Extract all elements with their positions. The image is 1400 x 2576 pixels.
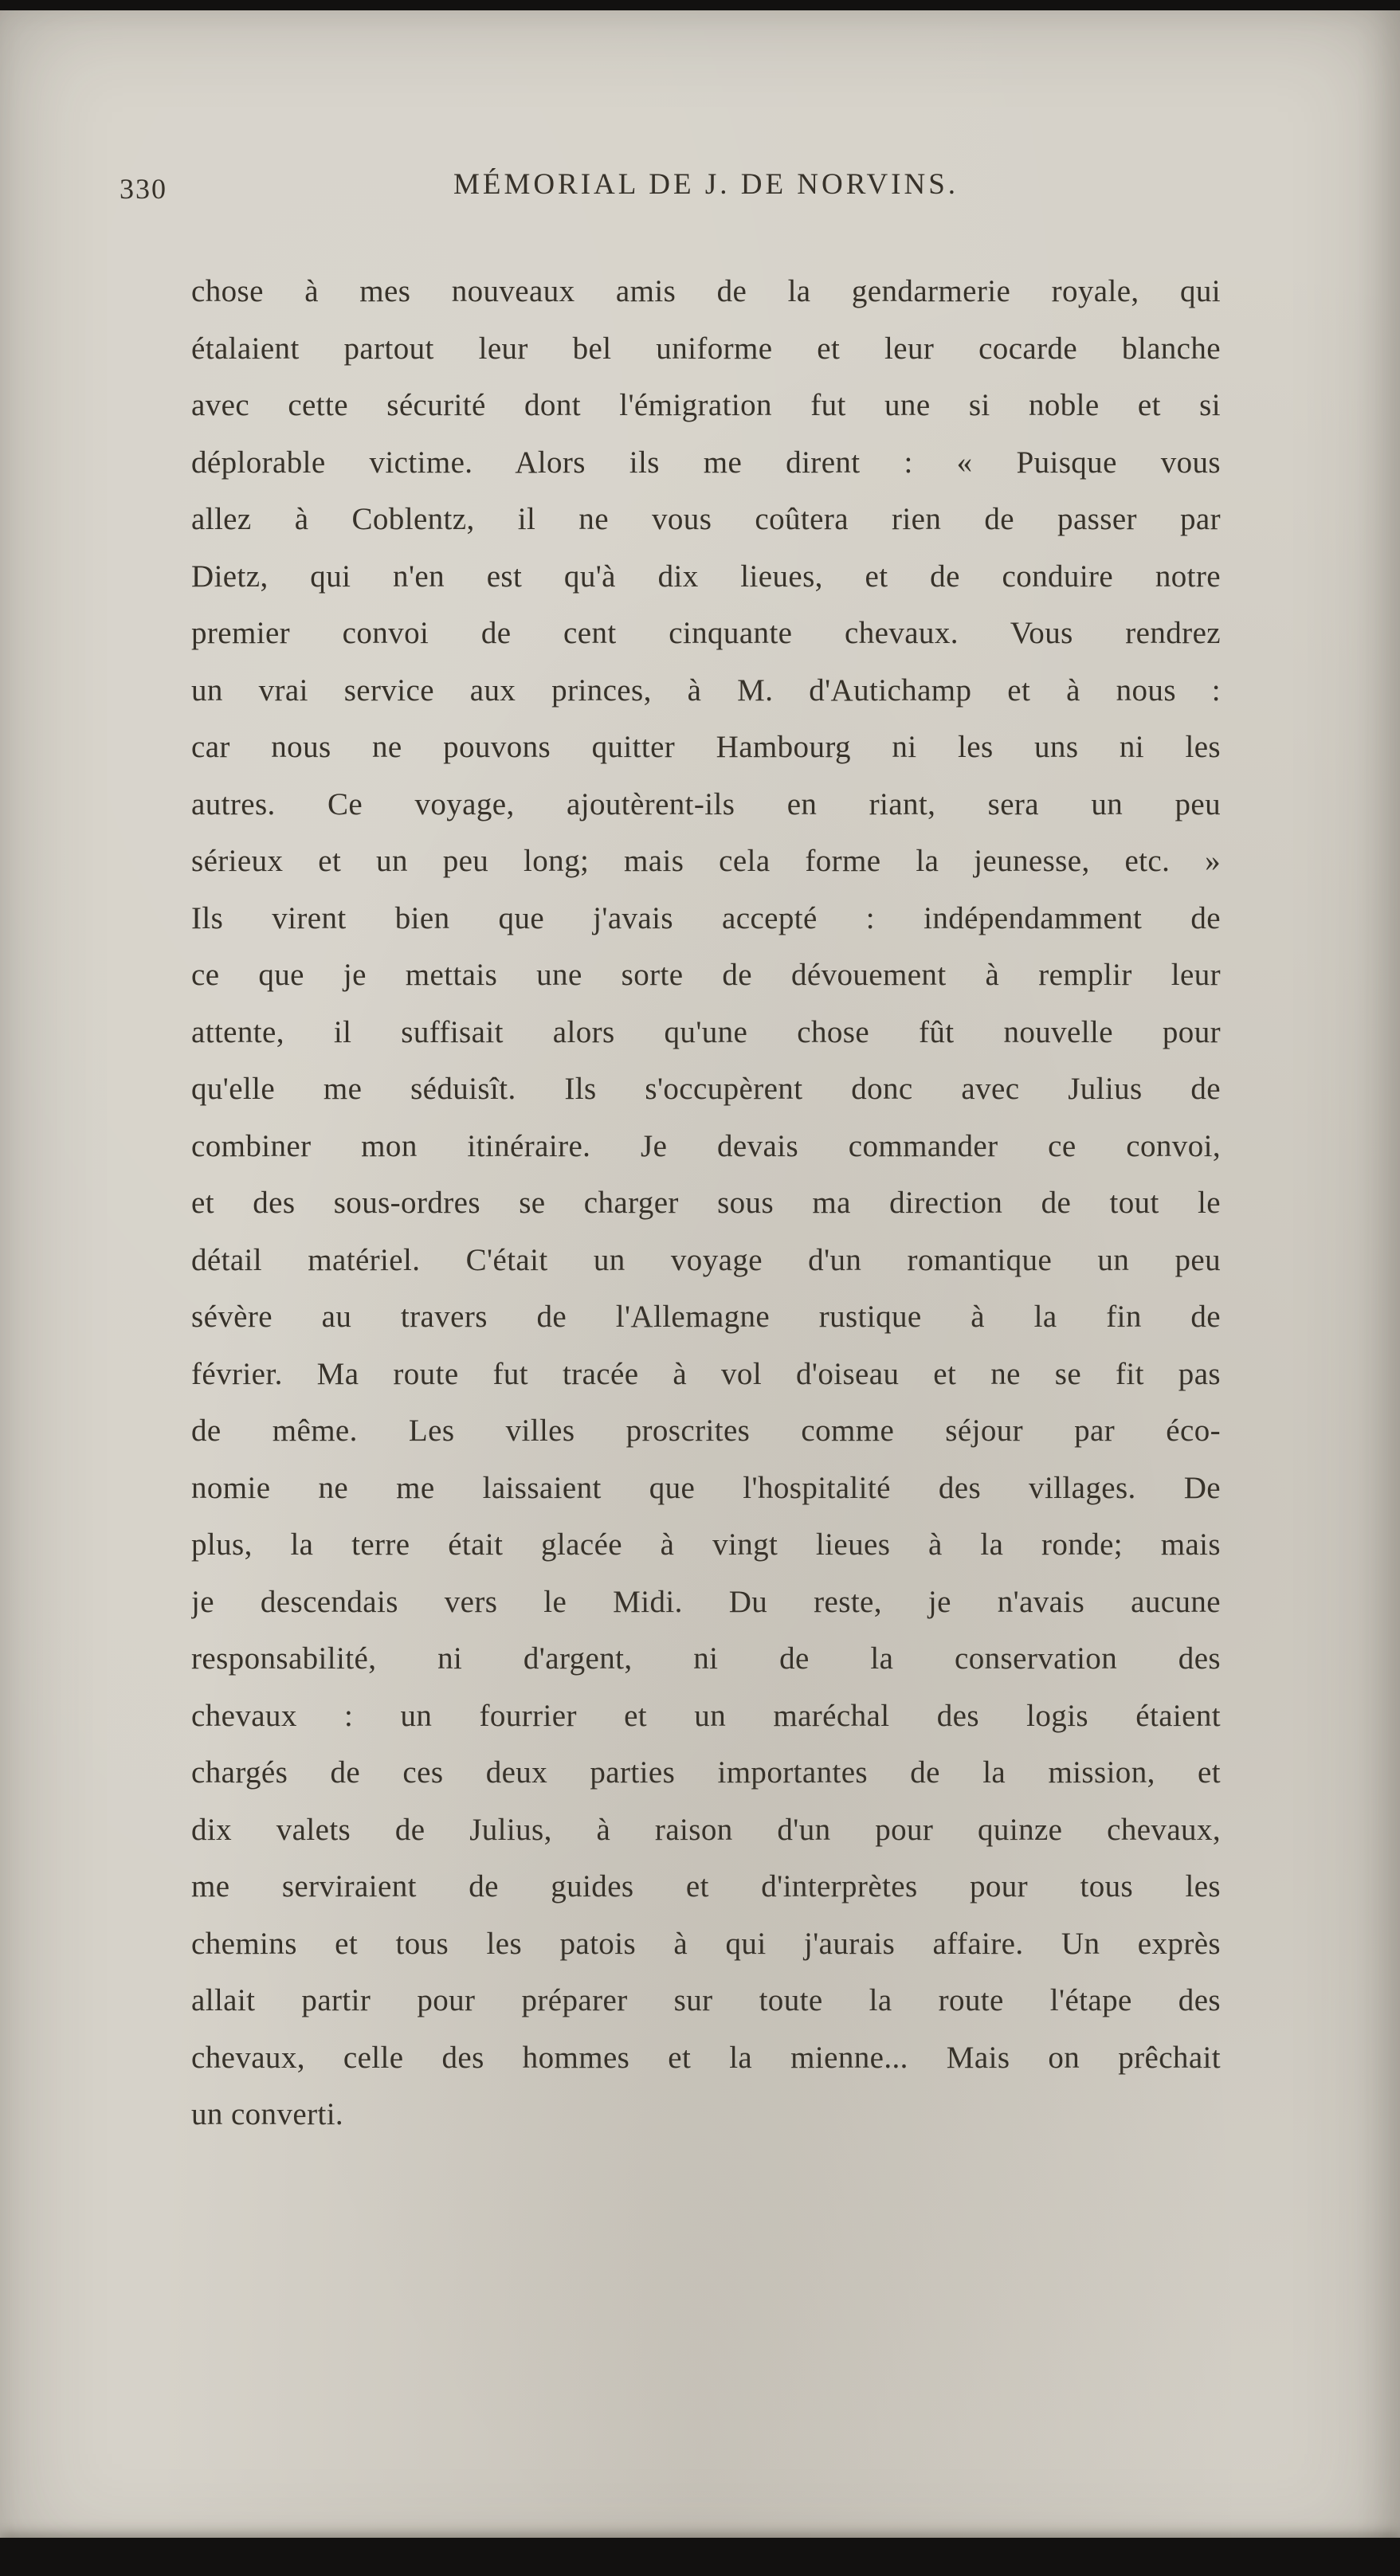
text-line: chose à mes nouveaux amis de la gendarmerie royale, qui [191, 274, 1221, 308]
text-line: allez à Coblentz, il ne vous coûtera rien de passer par [191, 502, 1221, 536]
text-line: et des sous-ordres se charger sous ma direction de tout le [191, 1186, 1221, 1220]
text-line: Dietz, qui n'en est qu'à dix lieues, et de conduire notre [191, 559, 1221, 594]
text-line: chargés de ces deux parties importantes de la mission, et [191, 1755, 1221, 1790]
text-line: qu'elle me séduisît. Ils s'occupèrent donc avec Julius de [191, 1072, 1221, 1106]
text-line: chevaux, celle des hommes et la mienne... Mais on prêchait [191, 2040, 1221, 2075]
text-line: plus, la terre était glacée à vingt lieues à la ronde; mais [191, 1527, 1221, 1562]
text-line: février. Ma route fut tracée à vol d'oiseau et ne se fit pas [191, 1356, 1221, 1391]
text-line: un converti. [191, 2097, 344, 2131]
text-line: chevaux : un fourrier et un maréchal des logis étaient [191, 1698, 1221, 1733]
page-body [191, 263, 1221, 2143]
text-line: chemins et tous les patois à qui j'aurais affaire. Un exprès [191, 1926, 1221, 1961]
text-line: de même. Les villes proscrites comme séjour par éco- [191, 1413, 1221, 1448]
text-line: je descendais vers le Midi. Du reste, je n'avais aucune [191, 1584, 1221, 1619]
page-number: 330 [120, 173, 167, 205]
text-line: autres. Ce voyage, ajoutèrent-ils en riant, sera un peu [191, 786, 1221, 821]
text-line: étalaient partout leur bel uniforme et leur cocarde blanche [191, 331, 1221, 366]
text-line: allait partir pour préparer sur toute la route l'étape des [191, 1983, 1221, 2017]
text-line: me serviraient de guides et d'interprètes pour tous les [191, 1869, 1221, 1904]
text-line: dix valets de Julius, à raison d'un pour quinze chevaux, [191, 1812, 1221, 1847]
text-line: sérieux et un peu long; mais cela forme la jeunesse, etc. » [191, 844, 1221, 878]
text-line: premier convoi de cent cinquante chevaux. Vous rendrez [191, 616, 1221, 650]
scan-edge-top [0, 0, 1400, 10]
text-line: car nous ne pouvons quitter Hambourg ni les uns ni les [191, 730, 1221, 764]
text-line: détail matériel. C'était un voyage d'un romantique un peu [191, 1242, 1221, 1277]
text-line: un vrai service aux princes, à M. d'Autichamp et à nous : [191, 672, 1221, 708]
text-line: déplorable victime. Alors ils me dirent : « Puisque vous [191, 445, 1221, 480]
scan-edge-bottom [0, 2538, 1400, 2576]
text-line: attente, il suffisait alors qu'une chose fût nouvelle pour [191, 1014, 1221, 1049]
text-line: nomie ne me laissaient que l'hospitalité des villages. De [191, 1470, 1221, 1505]
text-line: responsabilité, ni d'argent, ni de la conservation des [191, 1641, 1221, 1676]
running-title: MÉMORIAL DE J. DE NORVINS. [453, 168, 959, 201]
text-line: sévère au travers de l'Allemagne rustique à la fin de [191, 1300, 1221, 1334]
text-line: avec cette sécurité dont l'émigration fut une si noble et si [191, 388, 1221, 422]
text-line: combiner mon itinéraire. Je devais commander ce convoi, [191, 1128, 1221, 1163]
text-line: ce que je mettais une sorte de dévouement à remplir leur [191, 958, 1221, 992]
text-line: Ils virent bien que j'avais accepté : indépendamment de [191, 900, 1221, 935]
